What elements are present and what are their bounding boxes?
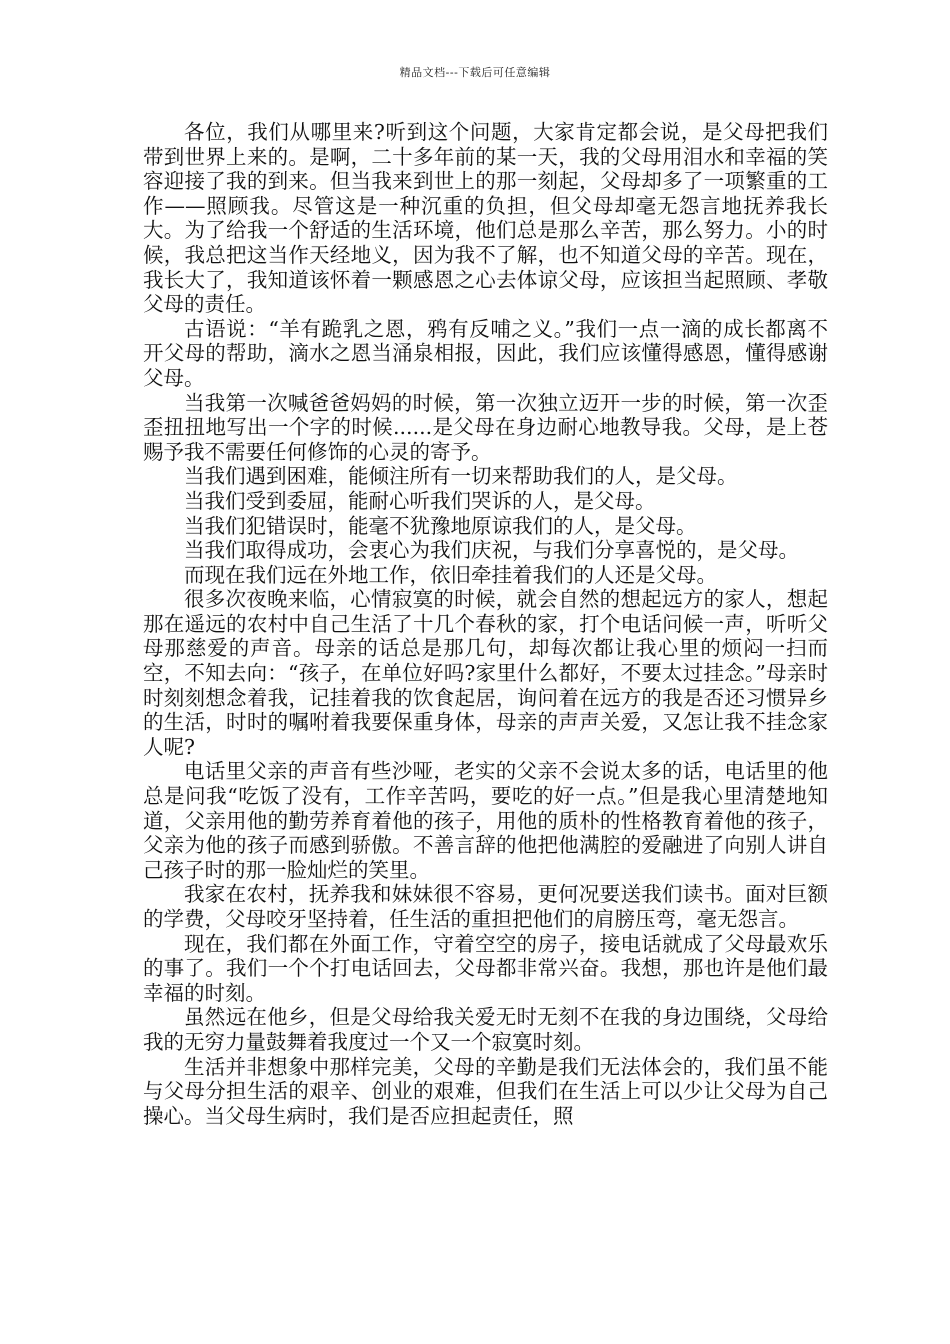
document-body (143, 120, 828, 1128)
paragraph: 而现在我们远在外地工作，依旧牵挂着我们的人还是父母。 (184, 562, 717, 587)
paragraph: 电话里父亲的声音有些沙哑，老实的父亲不会说太多的话，电话里的他总是问我“吃饭了没有，工作辛苦吗，要吃的好一点。”但是我心里清楚地知道，父亲用他的勤劳养育着他的孩子，用他的质朴的性格教育着他的孩子，父亲为他的孩子而感到骄傲。不善言辞的他把他满腔的爱融进了向别人讲自己孩子时的那一脸灿烂的笑里。 (143, 759, 828, 882)
paragraph: 我家在农村，抚养我和妹妹很不容易，更何况要送我们读书。面对巨额的学费，父母咬牙坚持着，任生活的重担把他们的肩膀压弯，毫无怨言。 (143, 882, 828, 931)
paragraph: 古语说：“羊有跪乳之恩，鸦有反哺之义。”我们一点一滴的成长都离不开父母的帮助，滴水之恩当涌泉相报，因此，我们应该懂得感恩，懂得感谢父母。 (143, 316, 828, 390)
paragraph: 当我第一次喊爸爸妈妈的时候，第一次独立迈开一步的时候，第一次歪歪扭扭地写出一个字的时候......是父母在身边耐心地教导我。父母，是上苍赐予我不需要任何修饰的心灵的寄予。 (143, 390, 828, 464)
paragraph: 生活并非想象中那样完美，父母的辛勤是我们无法体会的，我们虽不能与父母分担生活的艰辛、创业的艰难，但我们在生活上可以少让父母为自己操心。当父母生病时，我们是否应担起责任，照 (143, 1054, 828, 1128)
page-header: 精品文档---下载后可任意编辑 (399, 66, 551, 79)
paragraph: 各位，我们从哪里来?听到这个问题，大家肯定都会说，是父母把我们带到世界上来的。是啊，二十多年前的某一天，我的父母用泪水和幸福的笑容迎接了我的到来。但当我来到世上的那一刻起，父母却多了一项繁重的工作——照顾我。尽管这是一种沉重的负担，但父母却毫无怨言地抚养我长大。为了给我一个舒适的生活环境，他们总是那么辛苦，那么努力。小的时候，我总把这当作天经地义，因为我不了解，也不知道父母的辛苦。现在，我长大了，我知道该怀着一颗感恩之心去体谅父母，应该担当起照顾、孝敬父母的责任。 (143, 120, 828, 317)
paragraph: 很多次夜晚来临，心情寂寞的时候，就会自然的想起远方的家人，想起那在遥远的农村中自己生活了十几个春秋的家，打个电话问候一声，听听父母那慈爱的声音。母亲的话总是那几句，却每次都让我心里的烦闷一扫而空，不知去向：“孩子，在单位好吗?家里什么都好，不要太过挂念。”母亲时时刻刻想念着我，记挂着我的饮食起居，询问着在远方的我是否还习惯异乡的生活，时时的嘱咐着我要保重身体，母亲的声声关爱，又怎让我不挂念家人呢? (143, 587, 828, 759)
paragraph: 虽然远在他乡，但是父母给我关爱无时无刻不在我的身边围绕，父母给我的无穷力量鼓舞着我度过一个又一个寂寞时刻。 (143, 1005, 828, 1054)
paragraph: 当我们犯错误时，能毫不犹豫地原谅我们的人，是父母。 (184, 513, 697, 538)
paragraph: 当我们取得成功，会衷心为我们庆祝，与我们分享喜悦的，是父母。 (184, 538, 799, 563)
paragraph: 当我们遇到困难，能倾注所有一切来帮助我们的人，是父母。 (184, 464, 738, 489)
paragraph: 当我们受到委屈，能耐心听我们哭诉的人，是父母。 (184, 488, 656, 513)
paragraph: 现在，我们都在外面工作，守着空空的房子，接电话就成了父母最欢乐的事了。我们一个个打电话回去，父母都非常兴奋。我想，那也许是他们最幸福的时刻。 (143, 931, 828, 1005)
